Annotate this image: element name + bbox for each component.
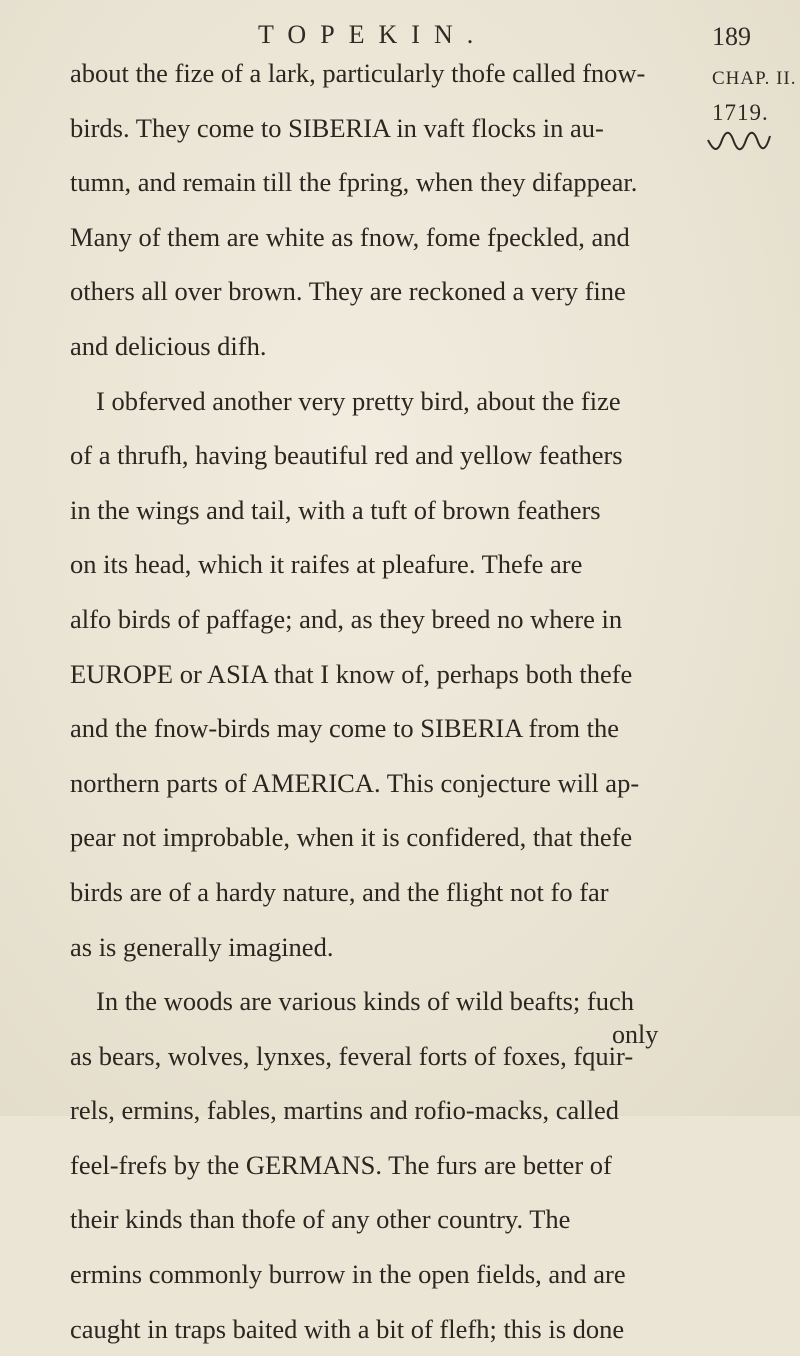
text-line: of a thrufh, having beautiful red and yellow feathers [70,440,623,471]
text-line: on its head, which it raifes at pleafure. Thefe are [70,549,583,580]
text-line: their kinds than thofe of any other country. The [70,1204,571,1235]
text-line: birds. They come to SIBERIA in vaft flocks in au- [70,112,604,143]
text-line: in the wings and tail, with a tuft of brown feathers [70,494,601,525]
margin-flourish-ornament [706,132,772,154]
catchword: only [612,1020,659,1049]
text-line: as is generally imagined. [70,931,334,962]
text-line: and delicious difh. [70,330,267,361]
text-line: Many of them are white as fnow, fome fpeckled, and [70,221,630,252]
text-line: birds are of a hardy nature, and the flight not fo far [70,876,609,907]
text-line: caught in traps baited with a bit of flefh; this is done [70,1313,625,1344]
margin-chapter-note: CHAP. II. [712,68,797,89]
text-line: alfo birds of paffage; and, as they breed no where in [70,603,623,634]
text-line: and the fnow-birds may come to SIBERIA from the [70,713,620,744]
running-title: TOPEKIN. [258,20,488,49]
page-number: 189 [712,22,751,51]
text-line: EUROPE or ASIA that I know of, perhaps both thefe [70,658,633,689]
text-line: pear not improbable, when it is confidered, that thefe [70,822,633,853]
text-line: In the woods are various kinds of wild beafts; fuch [96,986,634,1017]
text-line: tumn, and remain till the fpring, when they difappear. [70,167,638,198]
text-line: I obferved another very pretty bird, about the fize [96,385,621,416]
text-line: about the fize of a lark, particularly thofe called fnow- [70,58,646,88]
margin-year-note: 1719. [712,100,769,125]
text-line: others all over brown. They are reckoned a very fine [70,276,626,307]
text-line: feel-frefs by the GERMANS. The furs are better of [70,1149,612,1180]
text-line: northern parts of AMERICA. This conjecture will ap- [70,767,640,798]
text-line: rels, ermins, fables, martins and rofio-macks, called [70,1095,619,1126]
text-line: as bears, wolves, lynxes, feveral forts of foxes, fquir- [70,1040,634,1071]
body-text [70,46,710,1356]
text-line: ermins commonly burrow in the open fields, and are [70,1259,626,1290]
